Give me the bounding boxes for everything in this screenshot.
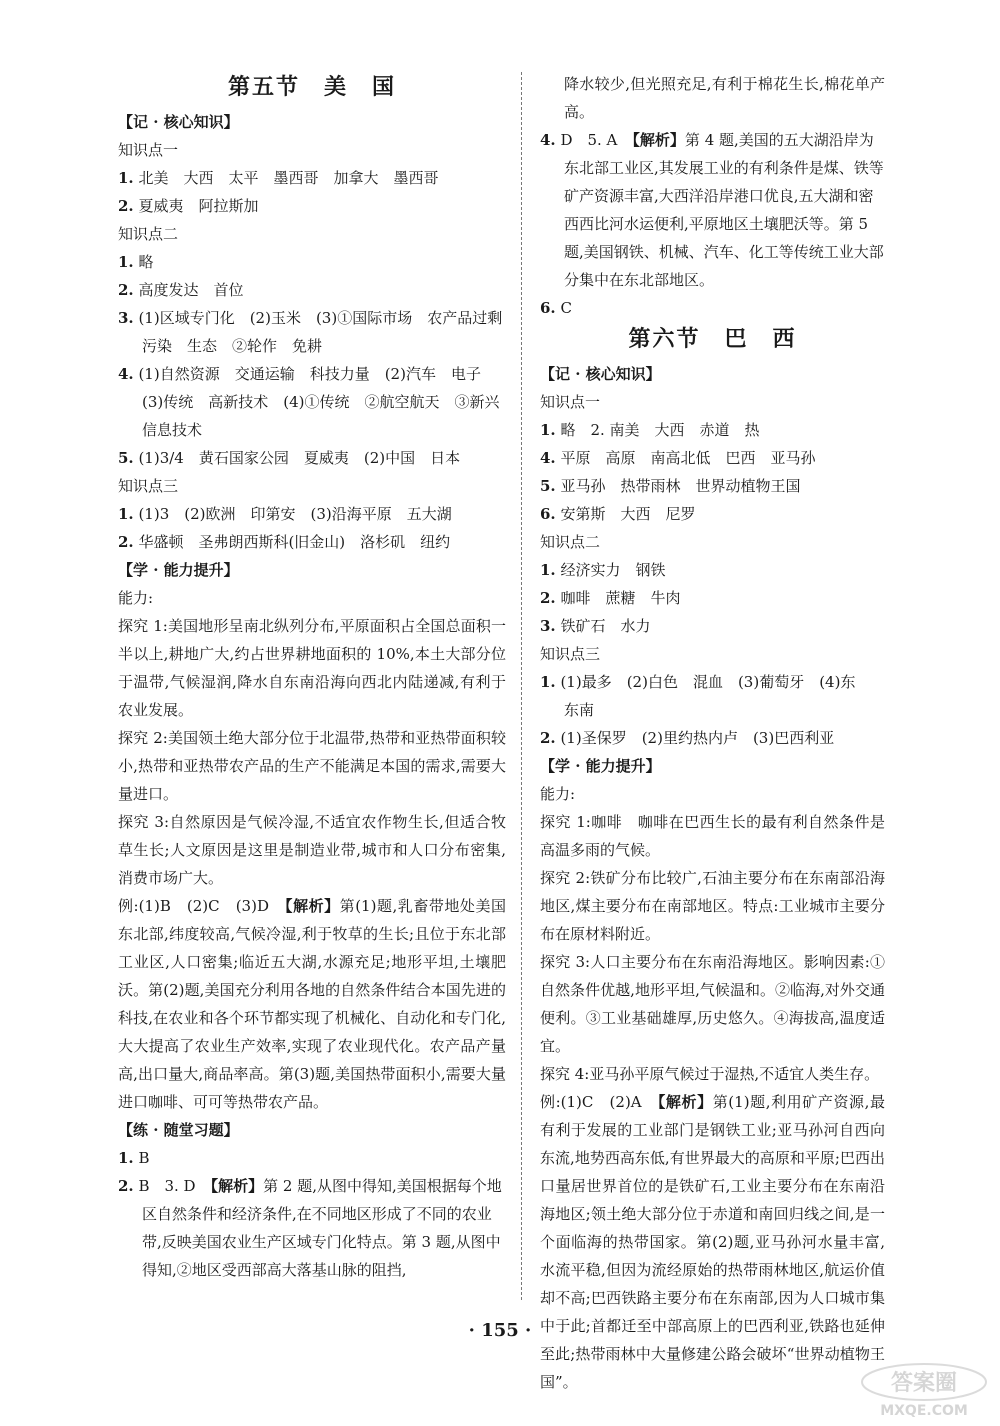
explore-answer-3: 探究 3:人口主要分布在东南沿海地区。影响因素:①自然条件优越,地形平坦,气候温和。②临海,对外交通便利。③工业基础雄厚,历史悠久。④海拔高,温度适宜。: [540, 953, 885, 1055]
knowledge-point-label: 知识点二: [540, 533, 601, 551]
watermark-logo: [858, 1360, 990, 1420]
tag-ability-improvement: 【学 · 能力提升】: [118, 561, 239, 579]
section-title-usa: 第五节 美 国: [227, 74, 396, 100]
answer-item: 2. 华盛顿 圣弗朗西斯科(旧金山) 洛杉矶 纽约: [118, 533, 451, 551]
svg-text:MXQE.COM: MXQE.COM: [880, 1403, 968, 1419]
answer-item: 1. B: [118, 1149, 150, 1167]
answer-item: 1. 经济实力 钢铁: [540, 561, 666, 579]
knowledge-point-label: 知识点三: [118, 477, 179, 495]
answer-item: 1. 北美 大西 太平 墨西哥 加拿大 墨西哥: [118, 169, 439, 187]
knowledge-point-label: 知识点一: [118, 141, 179, 159]
answer-item: 4. 平原 高原 南高北低 巴西 亚马孙: [540, 449, 816, 467]
explore-answer-2: 探究 2:美国领土绝大部分位于北温带,热带和亚热带面积较小,热带和亚热带农产品的生产不能满足本国的需求,需要大量进口。: [118, 729, 506, 803]
example-answer: 例:(1)C (2)A 【解析】第(1)题,利用矿产资源,最有利于发展的工业部门是钢铁工业;亚马孙河自西向东流,地势西高东低,有世界最大的高原和平原;巴西出口量居世界首位的是铁矿石,工业主要分布在东南沿海地区;领土绝大部分位于赤道和南回归线之间,是一个面临海的热带国家。第(2)题,亚马孙河水量丰富,水流平稳,但因为流经原始的热带雨林地区,航运价值却不高;巴西铁路主要分布在东南部,因为人口城市集中于此;首都迁至中部高原上的巴西利亚,铁路也延伸至此;热带雨林中大量修建公路会破坏“世界动植物王国”。: [540, 1093, 885, 1391]
knowledge-point-label: 知识点一: [540, 393, 601, 411]
explore-answer-4: 探究 4:亚马孙平原气候过于湿热,不适宜人类生存。: [540, 1065, 880, 1083]
answer-item: 6. 安第斯 大西 尼罗: [540, 505, 696, 523]
continued-text: 降水较少,但光照充足,有利于棉花生长,棉花单产高。: [564, 75, 885, 121]
answer-item: 1. (1)最多 (2)白色 混血 (3)葡萄牙 (4)东 东南: [540, 673, 871, 719]
ability-label: 能力:: [118, 589, 154, 607]
answer-item: 1. (1)3 (2)欧洲 印第安 (3)沿海平原 五大湖: [118, 505, 452, 523]
right-column: [540, 70, 885, 1396]
answer-item: 1. 略 2. 南美 大西 赤道 热: [540, 421, 760, 439]
explore-answer-1: 探究 1:美国地形呈南北纵列分布,平原面积占全国总面积一半以上,耕地广大,约占世界耕地面积的 10%,本土大部分位于温带,气候湿润,降水自东南沿海向西北内陆递减,有利于农业发展。: [118, 617, 506, 719]
answer-item: 5. 亚马孙 热带雨林 世界动植物王国: [540, 477, 801, 495]
answer-item: 4. D 5. A 【解析】第 4 题,美国的五大湖沿岸为东北部工业区,其发展工业的有利条件是煤、铁等矿产资源丰富,大西洋沿岸港口优良,五大湖和密西西比河水运便利,平原地区土壤肥沃等。第 5 题,美国钢铁、机械、汽车、化工等传统工业大部分集中在东北部地区。: [540, 131, 884, 289]
knowledge-point-label: 知识点三: [540, 645, 601, 663]
ability-label: 能力:: [540, 785, 576, 803]
answer-item: 6. C: [540, 299, 572, 317]
column-divider: [521, 72, 522, 1300]
explore-answer-1: 探究 1:咖啡 咖啡在巴西生长的最有利自然条件是高温多雨的气候。: [540, 813, 885, 859]
tag-core-knowledge: 【记 · 核心知识】: [118, 113, 239, 131]
answer-item: 2. 高度发达 首位: [118, 281, 244, 299]
answer-item: 2. 咖啡 蔗糖 牛肉: [540, 589, 681, 607]
answer-item: 2. (1)圣保罗 (2)里约热内卢 (3)巴西利亚: [540, 729, 835, 747]
answer-item: 3. 铁矿石 水力: [540, 617, 651, 635]
answer-item: 2. 夏威夷 阿拉斯加: [118, 197, 259, 215]
answer-item: 3. (1)区域专门化 (2)玉米 (3)①国际市场 农产品过剩 污染 生态 ②轮作 免耕: [118, 309, 518, 355]
answer-item: 4. (1)自然资源 交通运输 科技力量 (2)汽车 电子 (3)传统 高新技术 (4)①传统 ②航空航天 ③新兴 信息技术: [118, 365, 515, 439]
svg-text:答案圈: 答案圈: [890, 1371, 958, 1396]
example-answer: 例:(1)B (2)C (3)D 【解析】第(1)题,乳畜带地处美国东北部,纬度较高,气候冷湿,利于牧草的生长;且位于东北部工业区,人口密集;临近五大湖,水源充足;地形平坦,土壤肥沃。第(2)题,美国充分利用各地的自然条件结合本国先进的科技,在农业和各个环节都实现了机械化、自动化和专门化,大大提高了农业生产效率,实现了农业现代化。农产品产量高,出口量大,商品率高。第(3)题,美国热带面积小,需要大量进口咖啡、可可等热带农产品。: [118, 897, 506, 1111]
explore-answer-2: 探究 2:铁矿分布比较广,石油主要分布在东南部沿海地区,煤主要分布在南部地区。特点:工业城市主要分布在原材料附近。: [540, 869, 885, 943]
left-column: [118, 70, 518, 1284]
answer-item: 1. 略: [118, 253, 154, 271]
knowledge-point-label: 知识点二: [118, 225, 179, 243]
answer-item: 5. (1)3/4 黄石国家公园 夏威夷 (2)中国 日本: [118, 449, 461, 467]
page-number: · 155 ·: [468, 1320, 532, 1341]
tag-ability-improvement: 【学 · 能力提升】: [540, 757, 661, 775]
tag-practice: 【练 · 随堂习题】: [118, 1121, 239, 1139]
answer-item: 2. B 3. D 【解析】第 2 题,从图中得知,美国根据每个地区自然条件和经济条件,在不同地区形成了不同的农业带,反映美国农业生产区域专门化特点。第 3 题,从图中得知,②地区受西部高大落基山脉的阻挡,: [118, 1177, 502, 1279]
section-title-brazil: 第六节 巴 西: [628, 326, 797, 352]
explore-answer-3: 探究 3:自然原因是气候冷湿,不适宜农作物生长,但适合牧草生长;人文原因是这里是制造业带,城市和人口分布密集,消费市场广大。: [118, 813, 506, 887]
tag-core-knowledge: 【记 · 核心知识】: [540, 365, 661, 383]
